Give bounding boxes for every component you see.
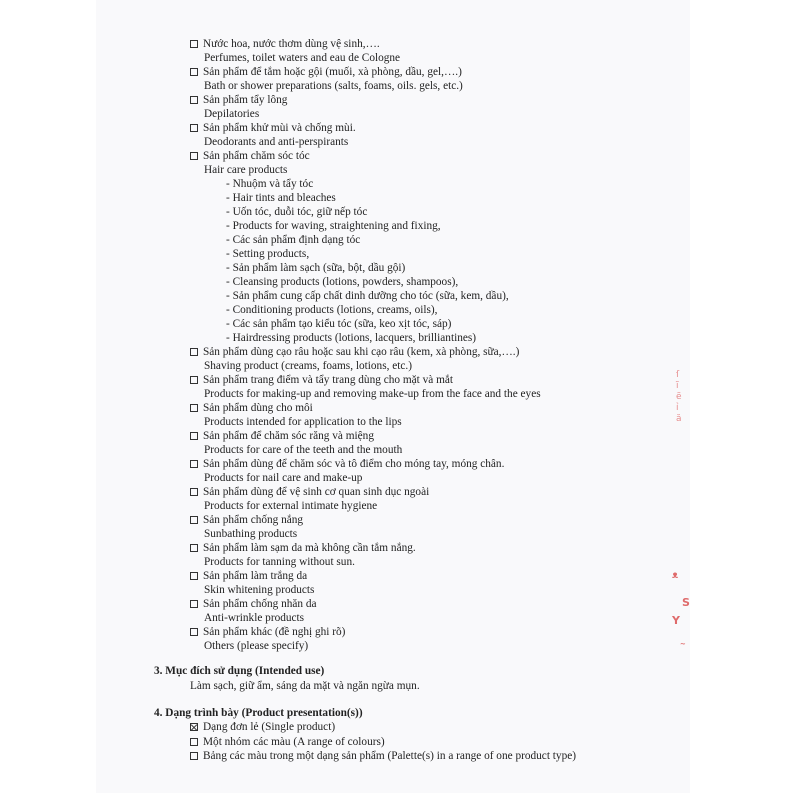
checkbox-icon[interactable] [190,152,198,160]
hair-subitem: - Conditioning products (lotions, creams, oils), [226,304,438,316]
category-item[interactable]: Sản phẩm làm trắng da [190,569,307,583]
hair-subitem: - Uốn tóc, duỗi tóc, giữ nếp tóc [226,206,368,218]
hair-subitem: - Hair tints and bleaches [226,192,336,204]
section-heading-intended-use: 3. Mục đích sử dụng (Intended use) [154,665,325,677]
category-item-en: Products for care of the teeth and the mouth [204,444,403,456]
hair-subitem: - Hairdressing products (lotions, lacquers, brilliantines) [226,332,477,344]
checkbox-icon[interactable] [190,488,198,496]
category-item[interactable]: Sản phẩm khử mùi và chống mùi. [190,121,356,135]
red-stamp-mark: Y [672,614,680,627]
hair-subitem: - Setting products, [226,248,310,260]
checkbox-icon[interactable] [190,348,198,356]
checkbox-icon[interactable] [190,752,198,760]
presentation-option[interactable]: Một nhóm các màu (A range of colours) [190,735,385,749]
category-item[interactable]: Sản phẩm chống nhăn da [190,597,317,611]
hair-subitem: - Products for waving, straightening and fixing, [226,220,441,232]
checkbox-icon[interactable] [190,432,198,440]
category-item-en: Skin whitening products [204,584,315,596]
hair-subitem: - Nhuộm và tẩy tóc [226,178,314,190]
checkbox-icon[interactable] [190,460,198,468]
category-item-en: Others (please specify) [204,640,309,652]
category-item-en: Products for making-up and removing make-up from the face and the eyes [204,388,541,400]
hair-subitem: - Các sản phẩm định dạng tóc [226,234,361,246]
category-item-en: Perfumes, toilet waters and eau de Cologne [204,52,401,64]
category-item[interactable]: Sản phẩm dùng cho môi [190,401,313,415]
checkbox-icon[interactable] [190,738,198,746]
category-item[interactable]: Sản phẩm để chăm sóc răng và miệng [190,429,374,443]
category-item[interactable]: Sản phẩm dùng để vệ sinh cơ quan sinh dục ngoài [190,485,429,499]
category-item[interactable]: Sản phẩm chăm sóc tóc [190,149,310,163]
category-item-en: Hair care products [204,164,288,176]
red-stamp-fragment: ſ ĩ ẽ ỉ ă [676,370,682,424]
category-item[interactable]: Sản phẩm để tắm hoặc gội (muối, xà phòng, dầu, gel,….) [190,65,462,79]
hair-subitem: - Sản phẩm làm sạch (sữa, bột, dầu gội) [226,262,406,274]
category-item[interactable]: Sản phẩm làm sạm da mà không cần tắm nắng. [190,541,416,555]
category-item[interactable]: Sản phẩm dùng cạo râu hoặc sau khi cạo râu (kem, xà phòng, sữa,….) [190,345,519,359]
section-heading-presentation: 4. Dạng trình bày (Product presentation(s)) [154,707,363,719]
category-item-en: Anti-wrinkle products [204,612,305,624]
intended-use-text: Làm sạch, giữ ẩm, sáng da mặt và ngăn ngừa mụn. [190,680,420,692]
category-item-en: Products for tanning without sun. [204,556,355,568]
category-item[interactable]: Sản phẩm dùng để chăm sóc và tô điểm cho móng tay, móng chân. [190,457,504,471]
category-item-en: Products for external intimate hygiene [204,500,378,512]
presentation-option[interactable]: Bảng các màu trong một dạng sản phẩm (Palette(s) in a range of one product type) [190,749,576,763]
category-item-en: Sunbathing products [204,528,298,540]
category-item-en: Shaving product (creams, foams, lotions, etc.) [204,360,412,372]
red-stamp-mark: ∼ [680,640,686,648]
checkbox-icon[interactable] [190,572,198,580]
category-item[interactable]: Sản phẩm chống nắng [190,513,303,527]
checkbox-icon[interactable] [190,96,198,104]
hair-subitem: - Các sản phẩm tạo kiểu tóc (sữa, keo xịt tóc, sáp) [226,318,452,330]
category-item[interactable]: Sản phẩm khác (đề nghị ghi rõ) [190,625,345,639]
red-stamp-mark: S [682,596,690,609]
checkbox-icon[interactable] [190,40,198,48]
hair-subitem: - Cleansing products (lotions, powders, shampoos), [226,276,459,288]
checkbox-icon[interactable] [190,376,198,384]
checkbox-icon[interactable] [190,124,198,132]
red-stamp-mark: ᴥ [672,570,679,581]
hair-subitem: - Sản phẩm cung cấp chất dinh dưỡng cho tóc (sữa, kem, dầu), [226,290,509,302]
category-item-en: Products for nail care and make-up [204,472,363,484]
checkbox-icon[interactable] [190,544,198,552]
checked-checkbox-icon[interactable] [190,723,198,731]
checkbox-icon[interactable] [190,68,198,76]
category-item[interactable]: Sản phẩm trang điểm và tẩy trang dùng cho mặt và mắt [190,373,453,387]
category-item[interactable]: Sản phẩm tẩy lông [190,93,287,107]
category-item-en: Products intended for application to the lips [204,416,402,428]
checkbox-icon[interactable] [190,516,198,524]
category-item-en: Depilatories [204,108,260,120]
category-item-en: Deodorants and anti-perspirants [204,136,349,148]
category-item[interactable]: Nước hoa, nước thơm dùng vệ sinh,…. [190,37,380,51]
category-item-en: Bath or shower preparations (salts, foams, oils. gels, etc.) [204,80,463,92]
checkbox-icon[interactable] [190,404,198,412]
checkbox-icon[interactable] [190,628,198,636]
presentation-option[interactable]: Dạng đơn lẻ (Single product) [190,720,335,734]
checkbox-icon[interactable] [190,600,198,608]
